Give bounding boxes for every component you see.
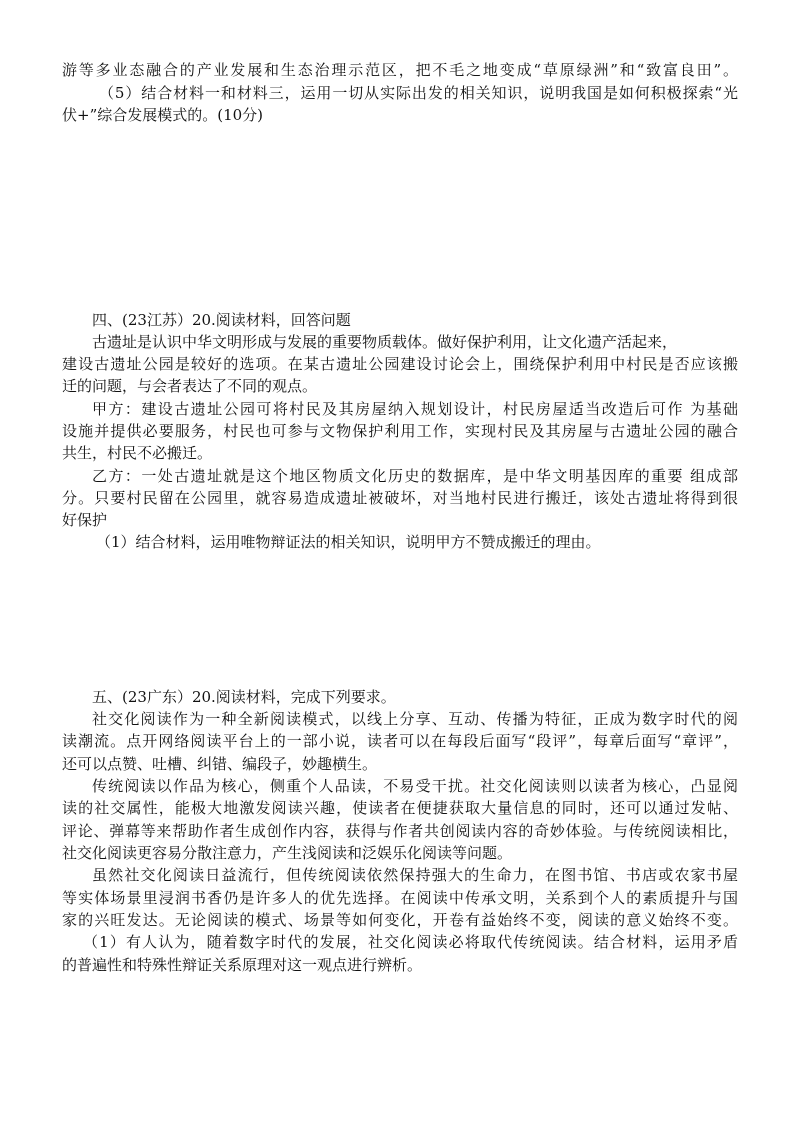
paragraph-line: 社交化阅读更容易分散注意力，产生浅阅读和泛娱乐化阅读等问题。 bbox=[62, 844, 513, 862]
paragraph-line: 分。只要村民留在公园里，就容易造成遗址被破坏，对当地村民进行搬迁，该处古遗址将得到很 bbox=[62, 489, 738, 507]
paragraph-line: 甲方：建设古遗址公园可将村民及其房屋纳入规划设计，村民房屋适当改造后可作 为基础 bbox=[92, 400, 738, 418]
question-5-line: （5）结合材料一和材料三，运用一切从实际出发的相关知识，说明我国是如何积极探索“光 bbox=[99, 84, 738, 102]
paragraph-line: 评论、弹幕等来帮助作者生成创作内容，获得与作者共创阅读内容的奇妙体验。与传统阅读相比， bbox=[62, 822, 738, 840]
paragraph-line: 读潮流。点开网络阅读平台上的一部小说，读者可以在每段后面写“段评”，每章后面写“章评”， bbox=[62, 732, 738, 750]
paragraph-line: 乙方：一处古遗址就是这个地区物质文化历史的数据库，是中华文明基因库的重要 组成部 bbox=[92, 467, 738, 485]
paragraph-line: 设施并提供必要服务，村民也可参与文物保护利用工作，实现村民及其房屋与古遗址公园的融合 bbox=[62, 422, 738, 440]
paragraph-line: 共生，村民不必搬迁。 bbox=[62, 444, 213, 462]
paragraph-line: 等实体场景里浸润书香仍是许多人的优先选择。在阅读中传承文明，关系到个人的素质提升与国 bbox=[62, 889, 738, 907]
paragraph-line: 传统阅读以作品为核心，侧重个人品读，不易受干扰。社交化阅读则以读者为核心，凸显阅 bbox=[92, 777, 738, 795]
paragraph-line: 还可以点赞、吐槽、纠错、编段子，妙趣横生。 bbox=[62, 755, 378, 773]
paragraph-line: 好保护 bbox=[62, 511, 108, 529]
question-1-line: （1）有人认为，随着数字时代的发展，社交化阅读必将取代传统阅读。结合材料，运用矛盾 bbox=[83, 933, 738, 951]
paragraph-line: 虽然社交化阅读日益流行，但传统阅读依然保持强大的生命力，在图书馆、书店或农家书屋 bbox=[92, 866, 738, 884]
paragraph-line: 家的兴旺发达。无论阅读的模式、场景等如何变化，开卷有益始终不变，阅读的意义始终不变。 bbox=[62, 911, 738, 929]
paragraph-line: 迁的问题，与会者表达了不同的观点。 bbox=[62, 377, 318, 395]
section-4-heading: 四、(23江苏）20.阅读材料，回答问题 bbox=[92, 311, 351, 329]
question-1-line: （1）结合材料，运用唯物辩证法的相关知识，说明甲方不赞成搬迁的理由。 bbox=[96, 533, 601, 551]
paragraph-line: 读的社交属性，能极大地激发阅读兴趣，使读者在便捷获取大量信息的同时，还可以通过发帖、 bbox=[62, 799, 738, 817]
question-5-line: 伏+”综合发展模式的。(10分) bbox=[62, 106, 264, 124]
question-1-line: 的普遍性和特殊性辩证关系原理对这一观点进行辨析。 bbox=[62, 956, 423, 974]
section-5-heading: 五、(23广东）20.阅读材料，完成下列要求。 bbox=[92, 688, 396, 706]
paragraph-line: 建设古遗址公园是较好的选项。在某古遗址公园建设讨论会上，围绕保护利用中村民是否应该搬 bbox=[62, 355, 738, 373]
paragraph-line: 古遗址是认识中华文明形成与发展的重要物质载体。做好保护利用，让文化遗产活起来， bbox=[92, 333, 678, 351]
paragraph-line: 社交化阅读作为一种全新阅读模式，以线上分享、互动、传播为特征，正成为数字时代的阅 bbox=[92, 710, 738, 728]
paragraph-line: 游等多业态融合的产业发展和生态治理示范区，把不毛之地变成“草原绿洲”和“致富良田”。 bbox=[62, 61, 738, 79]
